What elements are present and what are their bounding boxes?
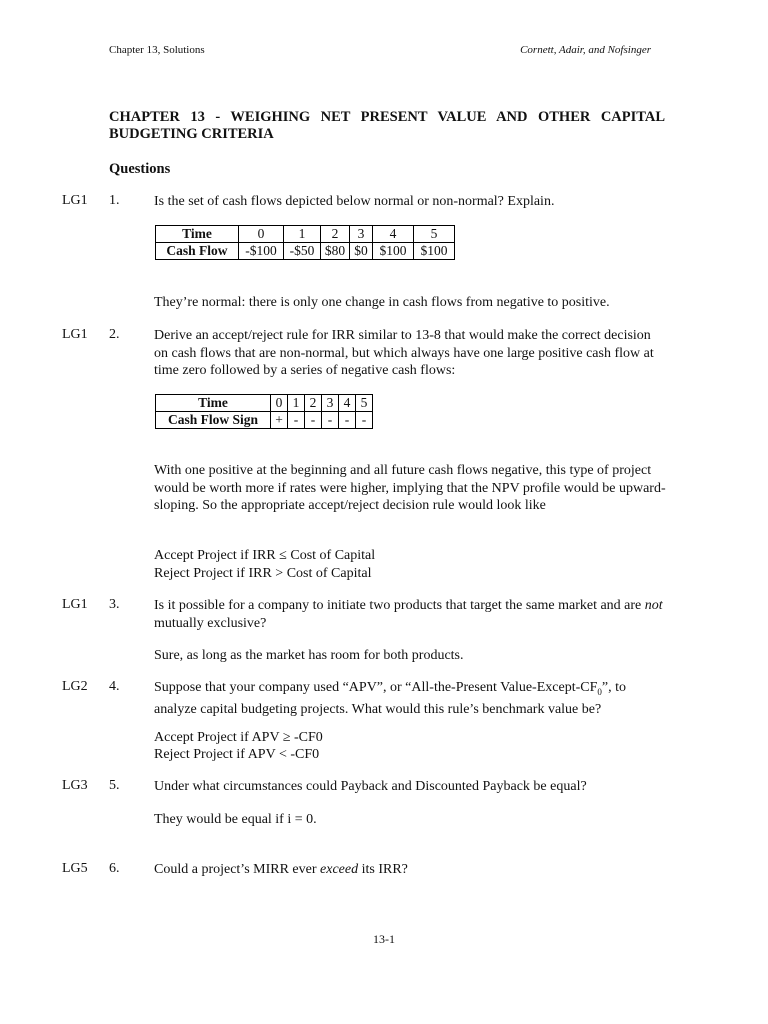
learning-goal-label: LG1 <box>62 327 88 342</box>
table-row <box>156 395 373 412</box>
table-cell: + <box>271 412 288 429</box>
table-cell: - <box>339 412 356 429</box>
question-number: 6. <box>109 861 120 876</box>
table-cell: $80 <box>321 243 350 260</box>
table-cell: 3 <box>322 395 339 412</box>
table-cell: 2 <box>321 226 350 243</box>
table-cell: -$100 <box>239 243 284 260</box>
table-cell: 5 <box>356 395 373 412</box>
answer-text: They would be equal if i = 0. <box>154 812 317 827</box>
learning-goal-label: LG5 <box>62 861 88 876</box>
learning-goal-label: LG1 <box>62 597 88 612</box>
cash-flow-sign-table <box>155 394 373 429</box>
answer-text: Sure, as long as the market has room for both products. <box>154 648 464 663</box>
question-number: 2. <box>109 327 120 342</box>
answer-text: With one positive at the beginning and all future cash flows negative, this type of project would be worth more if rates were higher, implying that the NPV profile would be upward-sloping. So the appropriate accept/reject decision rule would look like <box>154 463 666 513</box>
table-cell: $100 <box>373 243 414 260</box>
table-header-cell: Time <box>156 395 271 412</box>
table-cell: 1 <box>288 395 305 412</box>
decision-rule-reject: Reject Project if APV < -CF0 <box>154 747 320 762</box>
running-header-right: Cornett, Adair, and Nofsinger <box>520 44 651 56</box>
table-cell: 3 <box>350 226 373 243</box>
table-header-cell: Time <box>156 226 239 243</box>
question-number: 3. <box>109 597 120 612</box>
question-text: Derive an accept/reject rule for IRR similar to 13-8 that would make the correct decision on cash flows that are non-normal, but which always have one large positive cash flow at time zero followed by a series of negative cash flows: <box>154 328 654 378</box>
table-row <box>156 412 373 429</box>
table-cell: 5 <box>414 226 455 243</box>
section-heading: Questions <box>109 161 171 177</box>
decision-rule-accept: Accept Project if APV ≥ -CF0 <box>154 730 323 745</box>
page-number: 13-1 <box>373 932 395 946</box>
table-cell: $0 <box>350 243 373 260</box>
decision-rule-reject: Reject Project if IRR > Cost of Capital <box>154 566 372 581</box>
table-cell: $100 <box>414 243 455 260</box>
question-number: 4. <box>109 679 120 694</box>
question-text: Suppose that your company used “APV”, or “All-the-Present Value-$Except-CF_0$”, to analyze capital budgeting projects. What would this rule’s benchmark value be? <box>154 680 626 718</box>
table-cell: 2 <box>305 395 322 412</box>
decision-rule-accept: Accept Project if IRR ≤ Cost of Capital <box>154 548 376 563</box>
running-header-left: Chapter 13, Solutions <box>109 44 205 56</box>
question-number: 1. <box>109 193 120 208</box>
cash-flow-table <box>155 225 455 260</box>
table-header-cell: Cash Flow <box>156 243 239 260</box>
table-cell: -$50 <box>284 243 321 260</box>
table-cell: - <box>305 412 322 429</box>
answer-text: They’re normal: there is only one change in cash flows from negative to positive. <box>154 295 610 310</box>
table-cell: - <box>356 412 373 429</box>
question-number: 5. <box>109 778 120 793</box>
learning-goal-label: LG2 <box>62 679 88 694</box>
chapter-title: CHAPTER 13 - WEIGHING NET PRESENT VALUE AND OTHER CAPITAL BUDGETING CRITERIA <box>109 109 665 142</box>
table-cell: 4 <box>373 226 414 243</box>
table-cell: 4 <box>339 395 356 412</box>
table-cell: 0 <box>271 395 288 412</box>
question-text: Is it possible for a company to initiate two products that target the same market and are not mutually exclusive? <box>154 598 663 631</box>
table-header-cell: Cash Flow Sign <box>156 412 271 429</box>
table-cell: 1 <box>284 226 321 243</box>
question-text: Is the set of cash flows depicted below normal or non-normal? Explain. <box>154 194 555 209</box>
table-row <box>156 243 455 260</box>
table-row <box>156 226 455 243</box>
table-cell: - <box>288 412 305 429</box>
question-text: Could a project’s MIRR ever exceed its IRR? <box>154 862 408 877</box>
table-cell: - <box>322 412 339 429</box>
learning-goal-label: LG3 <box>62 778 88 793</box>
table-cell: 0 <box>239 226 284 243</box>
question-text: Under what circumstances could Payback and Discounted Payback be equal? <box>154 779 587 794</box>
learning-goal-label: LG1 <box>62 193 88 208</box>
